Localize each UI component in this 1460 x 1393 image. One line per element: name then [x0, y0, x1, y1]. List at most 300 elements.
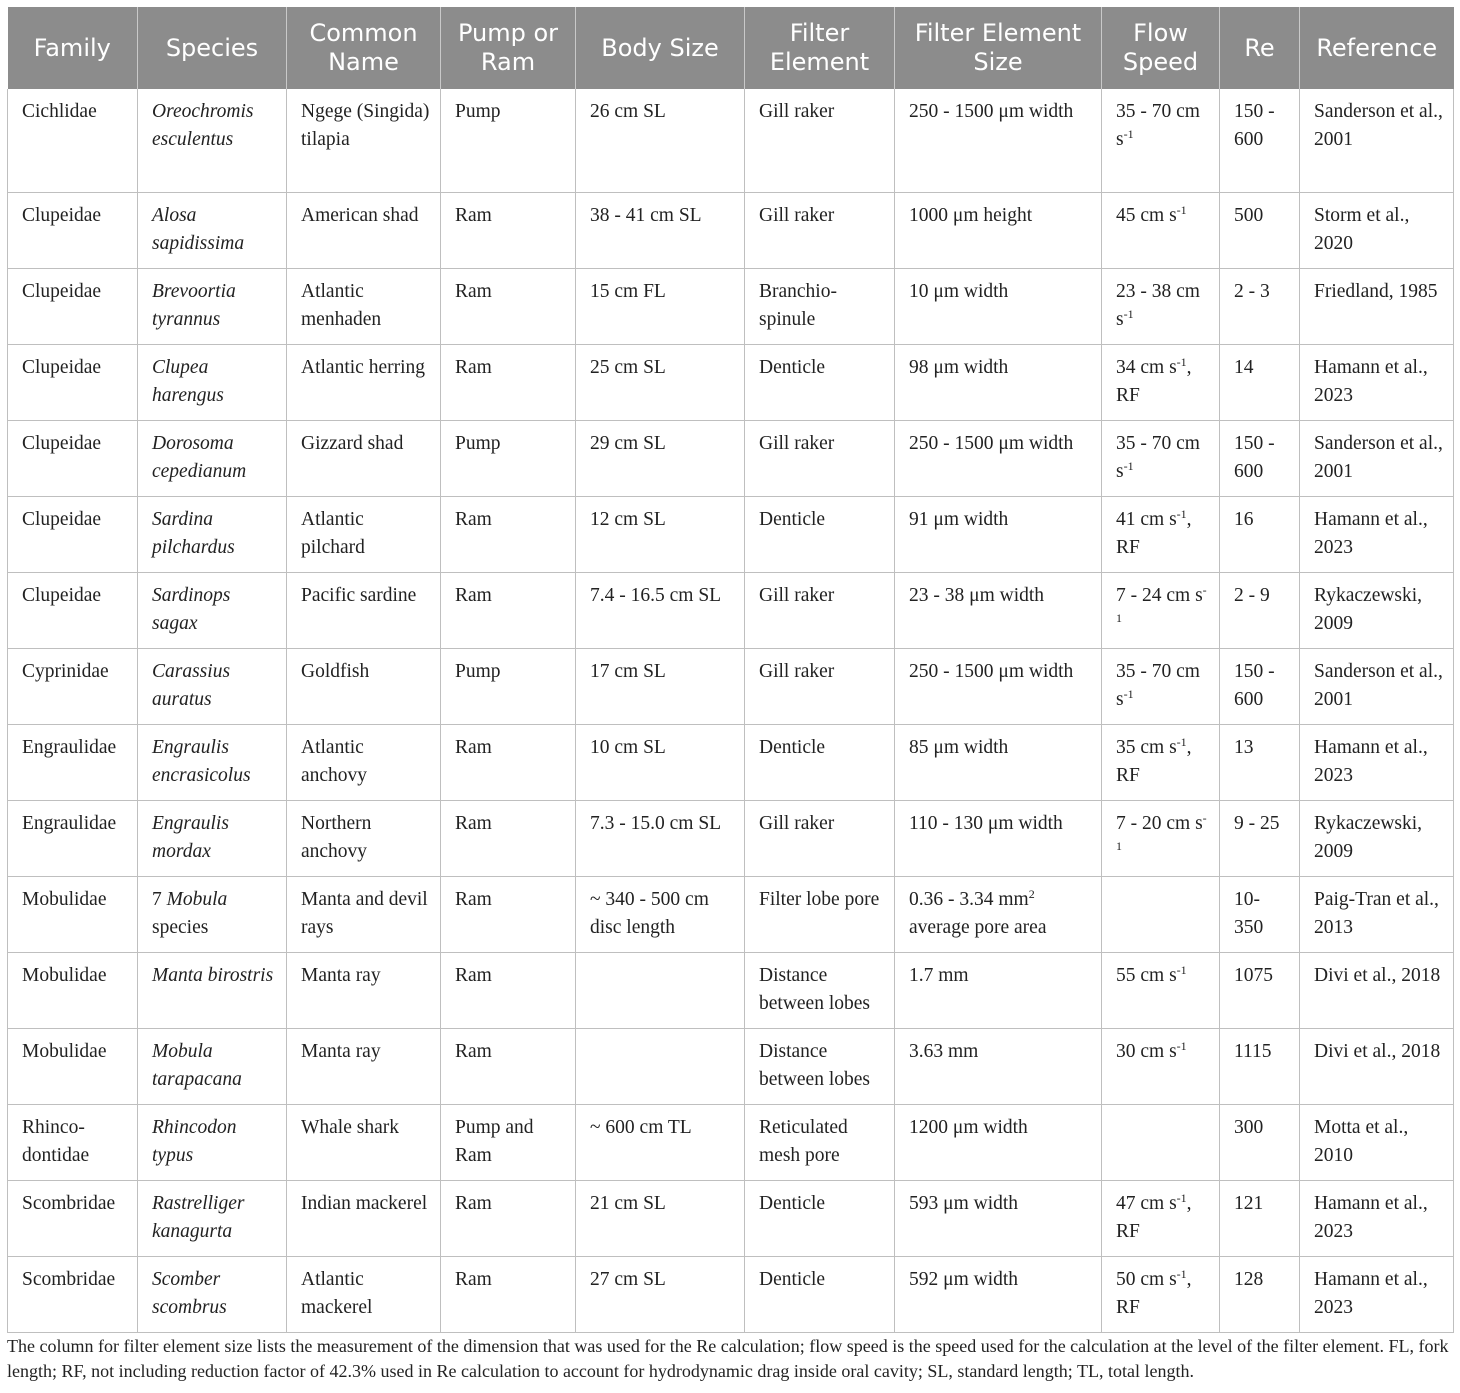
- flow-speed-superscript: -1: [1123, 126, 1134, 141]
- cell-common-name: [287, 801, 441, 877]
- re-text: 121: [1234, 1193, 1264, 1214]
- filter-size-text: 3.63 mm: [909, 1041, 979, 1062]
- cell-re: [1220, 1029, 1300, 1105]
- cell-filter-element: [745, 725, 895, 801]
- reference-link[interactable]: Hamann et al., 2023: [1314, 1193, 1428, 1242]
- pump-or-ram-text: Pump and Ram: [455, 1117, 534, 1166]
- cell-flow-speed: [1102, 801, 1220, 877]
- filter-size-text: 250 - 1500 μm width: [909, 433, 1074, 454]
- cell-reference: [1300, 497, 1454, 573]
- filter-element-text: Gill raker: [759, 101, 835, 122]
- flow-speed-text: 35 - 70 cm s: [1116, 101, 1200, 150]
- header-body-size: Body Size: [576, 7, 745, 89]
- body-size-text: ~ 340 - 500 cm disc length: [590, 889, 709, 938]
- body-size-text: 7.4 - 16.5 cm SL: [590, 585, 722, 606]
- filter-size-text: 1200 μm width: [909, 1117, 1028, 1138]
- body-size-text: 7.3 - 15.0 cm SL: [590, 813, 722, 834]
- cell-pump-or-ram: [441, 497, 576, 573]
- cell-pump-or-ram: [441, 573, 576, 649]
- reference-link[interactable]: Divi et al., 2018: [1314, 1041, 1441, 1062]
- filter-size-text: 250 - 1500 μm width: [909, 101, 1074, 122]
- pump-or-ram-text: Ram: [455, 1269, 492, 1290]
- cell-body-size: [576, 89, 745, 193]
- cell-species: [138, 801, 287, 877]
- cell-re: [1220, 877, 1300, 953]
- cell-common-name: [287, 421, 441, 497]
- cell-filter-element: [745, 345, 895, 421]
- pump-or-ram-text: Ram: [455, 1041, 492, 1062]
- body-size-text: ~ 600 cm TL: [590, 1117, 692, 1138]
- reference-link[interactable]: Sanderson et al., 2001: [1314, 661, 1443, 710]
- family-text: Engraulidae: [22, 813, 117, 834]
- cell-filter-element: [745, 193, 895, 269]
- pump-or-ram-text: Ram: [455, 1193, 492, 1214]
- table-row: [8, 573, 1454, 649]
- pump-or-ram-text: Ram: [455, 205, 492, 226]
- filter-element-text: Denticle: [759, 509, 826, 530]
- re-text: 13: [1234, 737, 1254, 758]
- cell-family: [8, 649, 138, 725]
- table-body: [8, 89, 1454, 1333]
- cell-body-size: [576, 573, 745, 649]
- cell-filter-element: [745, 801, 895, 877]
- species-name: Oreochromis esculentus: [152, 101, 254, 150]
- reference-link[interactable]: Rykaczewski, 2009: [1314, 585, 1423, 634]
- cell-filter-element-size: [895, 1257, 1102, 1333]
- cell-family: [8, 193, 138, 269]
- table-row: [8, 193, 1454, 269]
- re-text: 1075: [1234, 965, 1273, 986]
- filter-element-text: Gill raker: [759, 205, 835, 226]
- flow-speed-text: 7 - 20 cm s: [1116, 813, 1203, 834]
- table-row: [8, 89, 1454, 193]
- cell-filter-element-size: [895, 801, 1102, 877]
- cell-body-size: [576, 801, 745, 877]
- species-name: Sardina pilchardus: [152, 509, 235, 558]
- flow-speed-text: 55 cm s: [1116, 965, 1177, 986]
- table-row: [8, 1029, 1454, 1105]
- species-name: Carassius auratus: [152, 661, 231, 710]
- cell-re: [1220, 89, 1300, 193]
- cell-flow-speed: [1102, 89, 1220, 193]
- cell-body-size: [576, 953, 745, 1029]
- filter-element-text: Distance between lobes: [759, 965, 871, 1014]
- cell-pump-or-ram: [441, 269, 576, 345]
- table-row: [8, 649, 1454, 725]
- common-name-text: Atlantic pilchard: [301, 509, 365, 558]
- reference-link[interactable]: Paig-Tran et al., 2013: [1314, 889, 1439, 938]
- reference-link[interactable]: Sanderson et al., 2001: [1314, 433, 1443, 482]
- species-name: Scomber scombrus: [152, 1269, 227, 1318]
- cell-body-size: [576, 1105, 745, 1181]
- pump-or-ram-text: Ram: [455, 889, 492, 910]
- cell-re: [1220, 801, 1300, 877]
- table-row: [8, 497, 1454, 573]
- filter-size-text: 85 μm width: [909, 737, 1009, 758]
- body-size-text: 15 cm FL: [590, 281, 666, 302]
- cell-family: [8, 497, 138, 573]
- cell-re: [1220, 269, 1300, 345]
- cell-filter-element-size: [895, 89, 1102, 193]
- filter-element-text: Branchio-spinule: [759, 281, 837, 330]
- family-text: Engraulidae: [22, 737, 117, 758]
- cell-re: [1220, 725, 1300, 801]
- species-name: Engraulis mordax: [152, 813, 229, 862]
- cell-species: [138, 725, 287, 801]
- reference-link[interactable]: Hamann et al., 2023: [1314, 357, 1428, 406]
- cell-re: [1220, 497, 1300, 573]
- filter-element-text: Denticle: [759, 737, 826, 758]
- family-text: Cyprinidae: [22, 661, 109, 682]
- flow-speed-text: 47 cm s: [1116, 1193, 1177, 1214]
- cell-re: [1220, 1105, 1300, 1181]
- species-name: Dorosoma cepedianum: [152, 433, 247, 482]
- cell-family: [8, 801, 138, 877]
- cell-species: [138, 497, 287, 573]
- re-text: 10-350: [1234, 889, 1264, 938]
- filter-element-text: Gill raker: [759, 585, 835, 606]
- cell-re: [1220, 953, 1300, 1029]
- cell-pump-or-ram: [441, 1257, 576, 1333]
- pump-or-ram-text: Pump: [455, 433, 501, 454]
- cell-common-name: [287, 1257, 441, 1333]
- cell-common-name: [287, 1029, 441, 1105]
- cell-pump-or-ram: [441, 1029, 576, 1105]
- cell-flow-speed: [1102, 649, 1220, 725]
- cell-filter-element-size: [895, 725, 1102, 801]
- cell-filter-element-size: [895, 269, 1102, 345]
- cell-re: [1220, 421, 1300, 497]
- common-name-text: Manta ray: [301, 965, 381, 986]
- flow-speed-superscript: -1: [1116, 583, 1207, 625]
- cell-filter-element: [745, 421, 895, 497]
- cell-filter-element-size: [895, 421, 1102, 497]
- cell-species: [138, 193, 287, 269]
- cell-pump-or-ram: [441, 421, 576, 497]
- flow-speed-superscript: -1: [1123, 686, 1134, 701]
- cell-common-name: [287, 649, 441, 725]
- cell-flow-speed: [1102, 345, 1220, 421]
- flow-speed-suffix: , RF: [1116, 1269, 1192, 1318]
- cell-species: [138, 1181, 287, 1257]
- cell-filter-element-size: [895, 649, 1102, 725]
- cell-filter-element: [745, 1257, 895, 1333]
- flow-speed-superscript: -1: [1176, 1267, 1187, 1281]
- header-family: Family: [8, 7, 138, 89]
- cell-re: [1220, 193, 1300, 269]
- data-table: [7, 7, 1454, 1333]
- family-text: Mobulidae: [22, 1041, 107, 1062]
- flow-speed-text: 30 cm s: [1116, 1041, 1177, 1062]
- family-text: Clupeidae: [22, 205, 102, 226]
- species-name: Brevoortia tyrannus: [152, 281, 236, 330]
- cell-re: [1220, 345, 1300, 421]
- re-text: 16: [1234, 509, 1254, 530]
- cell-filter-element-size: [895, 1029, 1102, 1105]
- table-row: [8, 345, 1454, 421]
- cell-body-size: [576, 1257, 745, 1333]
- family-text: Clupeidae: [22, 509, 102, 530]
- common-name-text: Atlantic anchovy: [301, 737, 368, 786]
- flow-speed-text: 7 - 24 cm s: [1116, 585, 1203, 606]
- cell-species: [138, 649, 287, 725]
- filter-size-text: 1.7 mm: [909, 965, 969, 986]
- re-text: 9 - 25: [1234, 813, 1280, 834]
- filter-element-text: Gill raker: [759, 813, 835, 834]
- cell-family: [8, 1257, 138, 1333]
- re-text: 500: [1234, 205, 1264, 226]
- cell-flow-speed: [1102, 1257, 1220, 1333]
- cell-re: [1220, 1181, 1300, 1257]
- cell-reference: [1300, 953, 1454, 1029]
- body-size-text: 29 cm SL: [590, 433, 666, 454]
- table-row: [8, 801, 1454, 877]
- flow-speed-suffix: , RF: [1116, 357, 1192, 406]
- cell-reference: [1300, 421, 1454, 497]
- cell-reference: [1300, 801, 1454, 877]
- flow-speed-text: 23 - 38 cm s: [1116, 281, 1200, 330]
- filter-size-suffix: average pore area: [909, 916, 1047, 938]
- cell-flow-speed: [1102, 1181, 1220, 1257]
- cell-common-name: [287, 193, 441, 269]
- flow-speed-superscript: -1: [1176, 1191, 1187, 1205]
- filter-size-text: 0.36 - 3.34 mm: [909, 889, 1029, 910]
- cell-flow-speed: [1102, 573, 1220, 649]
- cell-common-name: [287, 877, 441, 953]
- cell-flow-speed: [1102, 497, 1220, 573]
- family-text: Clupeidae: [22, 281, 102, 302]
- common-name-text: Indian mackerel: [301, 1193, 428, 1214]
- flow-speed-superscript: -1: [1176, 203, 1187, 217]
- cell-pump-or-ram: [441, 953, 576, 1029]
- pump-or-ram-text: Ram: [455, 509, 492, 530]
- cell-pump-or-ram: [441, 193, 576, 269]
- cell-species: [138, 1105, 287, 1181]
- flow-speed-suffix: , RF: [1116, 737, 1192, 786]
- cell-common-name: [287, 953, 441, 1029]
- reference-link[interactable]: Sanderson et al., 2001: [1314, 101, 1443, 150]
- cell-family: [8, 1181, 138, 1257]
- species-name: Rastrelliger kanagurta: [152, 1193, 245, 1242]
- filter-element-text: Reticulated mesh pore: [759, 1117, 848, 1166]
- cell-family: [8, 725, 138, 801]
- table-row: [8, 421, 1454, 497]
- cell-filter-element: [745, 573, 895, 649]
- reference-link[interactable]: Storm et al., 2020: [1314, 205, 1410, 254]
- reference-link[interactable]: Rykaczewski, 2009: [1314, 813, 1423, 862]
- flow-speed-suffix: , RF: [1116, 1193, 1192, 1242]
- species-name: Mobula: [166, 889, 228, 910]
- common-name-text: Atlantic mackerel: [301, 1269, 373, 1318]
- family-text: Clupeidae: [22, 433, 102, 454]
- reference-link[interactable]: Hamann et al., 2023: [1314, 1269, 1428, 1318]
- table-row: [8, 953, 1454, 1029]
- pump-or-ram-text: Ram: [455, 813, 492, 834]
- common-name-text: Pacific sardine: [301, 585, 417, 606]
- family-text: Cichlidae: [22, 101, 97, 122]
- cell-filter-element: [745, 497, 895, 573]
- flow-speed-text: 34 cm s: [1116, 357, 1177, 378]
- flow-speed-superscript: -1: [1176, 963, 1187, 977]
- cell-body-size: [576, 1029, 745, 1105]
- common-name-text: Gizzard shad: [301, 433, 404, 454]
- filter-size-text: 110 - 130 μm width: [909, 813, 1063, 834]
- cell-pump-or-ram: [441, 877, 576, 953]
- cell-filter-element: [745, 649, 895, 725]
- cell-family: [8, 1029, 138, 1105]
- re-text: 300: [1234, 1117, 1264, 1138]
- pump-or-ram-text: Ram: [455, 357, 492, 378]
- cell-family: [8, 573, 138, 649]
- cell-pump-or-ram: [441, 345, 576, 421]
- cell-common-name: [287, 269, 441, 345]
- cell-reference: [1300, 573, 1454, 649]
- flow-speed-superscript: -1: [1176, 1039, 1187, 1053]
- cell-reference: [1300, 193, 1454, 269]
- cell-filter-element-size: [895, 497, 1102, 573]
- reference-link[interactable]: Hamann et al., 2023: [1314, 737, 1428, 786]
- filter-size-text: 91 μm width: [909, 509, 1009, 530]
- pump-or-ram-text: Ram: [455, 737, 492, 758]
- filter-size-text: 23 - 38 μm width: [909, 585, 1045, 606]
- common-name-text: Whale shark: [301, 1117, 399, 1138]
- filter-size-text: 250 - 1500 μm width: [909, 661, 1074, 682]
- filter-element-text: Filter lobe pore: [759, 889, 880, 910]
- header-re: Re: [1220, 7, 1300, 89]
- common-name-text: Northern anchovy: [301, 813, 372, 862]
- species-suffix: species: [152, 916, 209, 938]
- cell-filter-element: [745, 877, 895, 953]
- reference-link[interactable]: Hamann et al., 2023: [1314, 509, 1428, 558]
- re-text: 128: [1234, 1269, 1264, 1290]
- cell-common-name: [287, 573, 441, 649]
- cell-body-size: [576, 345, 745, 421]
- cell-family: [8, 89, 138, 193]
- species-name: Sardinops sagax: [152, 585, 231, 634]
- cell-body-size: [576, 497, 745, 573]
- cell-species: [138, 573, 287, 649]
- cell-reference: [1300, 649, 1454, 725]
- cell-flow-speed: [1102, 193, 1220, 269]
- cell-filter-element: [745, 1029, 895, 1105]
- header-filter-element-size: Filter Element Size: [895, 7, 1102, 89]
- cell-reference: [1300, 269, 1454, 345]
- cell-filter-element-size: [895, 1181, 1102, 1257]
- reference-link[interactable]: Motta et al., 2010: [1314, 1117, 1409, 1166]
- species-name: Clupea harengus: [152, 357, 224, 406]
- cell-pump-or-ram: [441, 89, 576, 193]
- cell-filter-element-size: [895, 193, 1102, 269]
- cell-species: [138, 269, 287, 345]
- flow-speed-superscript: -1: [1116, 811, 1207, 853]
- cell-species: [138, 421, 287, 497]
- reference-link[interactable]: Divi et al., 2018: [1314, 965, 1441, 986]
- common-name-text: Atlantic menhaden: [301, 281, 382, 330]
- family-text: Scombridae: [22, 1269, 116, 1290]
- cell-reference: [1300, 725, 1454, 801]
- cell-common-name: [287, 725, 441, 801]
- cell-filter-element: [745, 1105, 895, 1181]
- family-text: Mobulidae: [22, 889, 107, 910]
- common-name-text: Manta and devil rays: [301, 889, 428, 938]
- common-name-text: Atlantic herring: [301, 357, 425, 378]
- filter-size-text: 593 μm width: [909, 1193, 1019, 1214]
- cell-body-size: [576, 421, 745, 497]
- cell-pump-or-ram: [441, 649, 576, 725]
- cell-flow-speed: [1102, 953, 1220, 1029]
- cell-pump-or-ram: [441, 1105, 576, 1181]
- cell-family: [8, 421, 138, 497]
- filter-element-text: Denticle: [759, 1193, 826, 1214]
- body-size-text: 17 cm SL: [590, 661, 666, 682]
- re-text: 150 - 600: [1234, 661, 1275, 710]
- common-name-text: American shad: [301, 205, 419, 226]
- cell-reference: [1300, 1257, 1454, 1333]
- flow-speed-text: 35 cm s: [1116, 737, 1177, 758]
- family-text: Clupeidae: [22, 585, 102, 606]
- header-pump-or-ram: Pump or Ram: [441, 7, 576, 89]
- flow-speed-superscript: -1: [1123, 306, 1134, 321]
- cell-family: [8, 345, 138, 421]
- cell-reference: [1300, 345, 1454, 421]
- filter-size-text: 10 μm width: [909, 281, 1009, 302]
- filter-element-text: Gill raker: [759, 433, 835, 454]
- cell-reference: [1300, 1105, 1454, 1181]
- cell-body-size: [576, 649, 745, 725]
- filter-size-text: 1000 μm height: [909, 205, 1033, 226]
- cell-common-name: [287, 1105, 441, 1181]
- family-text: Clupeidae: [22, 357, 102, 378]
- pump-or-ram-text: Ram: [455, 965, 492, 986]
- cell-flow-speed: [1102, 1029, 1220, 1105]
- filter-element-text: Denticle: [759, 357, 826, 378]
- cell-species: [138, 1257, 287, 1333]
- header-reference: Reference: [1300, 7, 1454, 89]
- cell-common-name: [287, 89, 441, 193]
- cell-body-size: [576, 193, 745, 269]
- cell-body-size: [576, 877, 745, 953]
- flow-speed-text: 45 cm s: [1116, 205, 1177, 226]
- common-name-text: Goldfish: [301, 661, 370, 682]
- flow-speed-superscript: -1: [1176, 735, 1187, 749]
- cell-flow-speed: [1102, 421, 1220, 497]
- body-size-text: 27 cm SL: [590, 1269, 666, 1290]
- cell-flow-speed: [1102, 269, 1220, 345]
- cell-family: [8, 1105, 138, 1181]
- re-text: 150 - 600: [1234, 101, 1275, 150]
- species-prefix: 7: [152, 889, 167, 910]
- species-name: Engraulis encrasicolus: [152, 737, 251, 786]
- cell-flow-speed: [1102, 1105, 1220, 1181]
- common-name-text: Ngege (Singida) tilapia: [301, 101, 430, 150]
- cell-reference: [1300, 877, 1454, 953]
- pump-or-ram-text: Ram: [455, 585, 492, 606]
- filter-element-text: Distance between lobes: [759, 1041, 871, 1090]
- reference-link[interactable]: Friedland, 1985: [1314, 281, 1438, 302]
- cell-re: [1220, 649, 1300, 725]
- cell-reference: [1300, 1029, 1454, 1105]
- pump-or-ram-text: Pump: [455, 661, 501, 682]
- body-size-text: 26 cm SL: [590, 101, 666, 122]
- pump-or-ram-text: Ram: [455, 281, 492, 302]
- flow-speed-text: 35 - 70 cm s: [1116, 661, 1200, 710]
- cell-filter-element-size: [895, 1105, 1102, 1181]
- cell-pump-or-ram: [441, 801, 576, 877]
- body-size-text: 10 cm SL: [590, 737, 666, 758]
- flow-speed-superscript: -1: [1176, 355, 1187, 369]
- re-text: 1115: [1234, 1041, 1272, 1062]
- family-text: Scombridae: [22, 1193, 116, 1214]
